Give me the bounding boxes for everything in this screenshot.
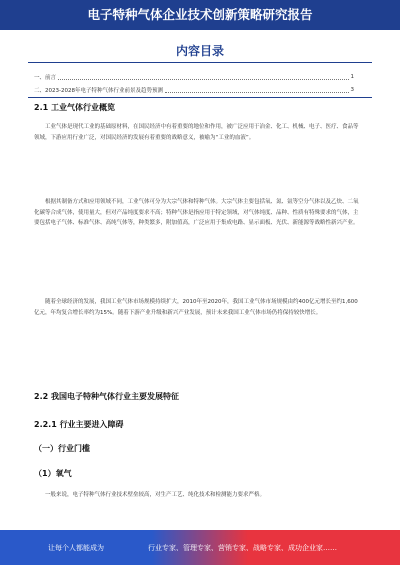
footer-slogan-right: 行业专家、管理专家、营销专家、战略专家、成功企业家……	[148, 544, 337, 552]
report-header	[0, 0, 400, 30]
toc-entry-label: 一、前言	[34, 75, 57, 81]
toc-entry[interactable]	[34, 73, 354, 81]
toc-entry-page: 1	[350, 74, 354, 80]
toc-dot-leader	[165, 88, 349, 93]
toc-title: 内容目录	[175, 44, 224, 58]
body-paragraph: 随着全球经济的发展，我国工业气体市场规模持续扩大，2010年至2020年，我国工业气体市场规模由约400亿元增长至约1,600亿元，年均复合增长率约为15%。随着下游产业升级和新兴产业发展，预计未来我国工业气体市场仍将保持较快增长。	[34, 299, 358, 316]
report-title: 电子特种气体企业技术创新策略研究报告	[87, 7, 313, 22]
footer-banner	[0, 530, 400, 565]
body-paragraph: 根据其制备方式和应用领域不同，工业气体可分为大宗气体和特种气体。大宗气体主要包括氧、氮、氩等空分气体以及乙炔、二氧化碳等合成气体，使用量大，但对产品纯度要求不高；特种气体是指应用于特定领域，对气体纯度、品种、性质有特殊要求的气体，主要包括电子气体、标准气体、高纯气体等，种类繁多，附加值高，广泛应用于集成电路、显示面板、光伏、新能源等战略性新兴产业。	[34, 199, 359, 226]
toc-bottom-divider	[28, 97, 372, 98]
toc-entry-page: 3	[350, 87, 354, 93]
body-paragraph: 一般来说，电子特种气体行业技术壁垒较高，对生产工艺、纯化技术和检测能力要求严格。	[45, 492, 266, 498]
section-heading-2-1: 2.1 工业气体行业概览	[34, 103, 115, 112]
section-heading-2-2: 2.2 我国电子特种气体行业主要发展特征	[34, 392, 179, 401]
toc-entry[interactable]	[34, 86, 354, 94]
toc-entry-label: 二、2023-2028年电子特种气体行业前景及趋势预测	[34, 88, 163, 94]
toc-divider	[28, 62, 372, 63]
toc-dot-leader	[58, 75, 348, 80]
item-heading: （1）氧气	[34, 469, 72, 478]
subsection-heading: 2.2.1 行业主要进入障碍	[34, 420, 124, 429]
footer-slogan-left: 让每个人都能成为	[48, 544, 104, 552]
subsubsection-heading: （一）行业门槛	[34, 444, 90, 453]
body-paragraph: 工业气体是现代工业的基础原材料，在国民经济中有着重要的地位和作用，被广泛应用于冶金、化工、机械、电子、医疗、食品等领域，下游应用行业广泛，对国民经济的发展有着重要的战略意义，被喻为“工业的血液”。	[34, 124, 359, 141]
